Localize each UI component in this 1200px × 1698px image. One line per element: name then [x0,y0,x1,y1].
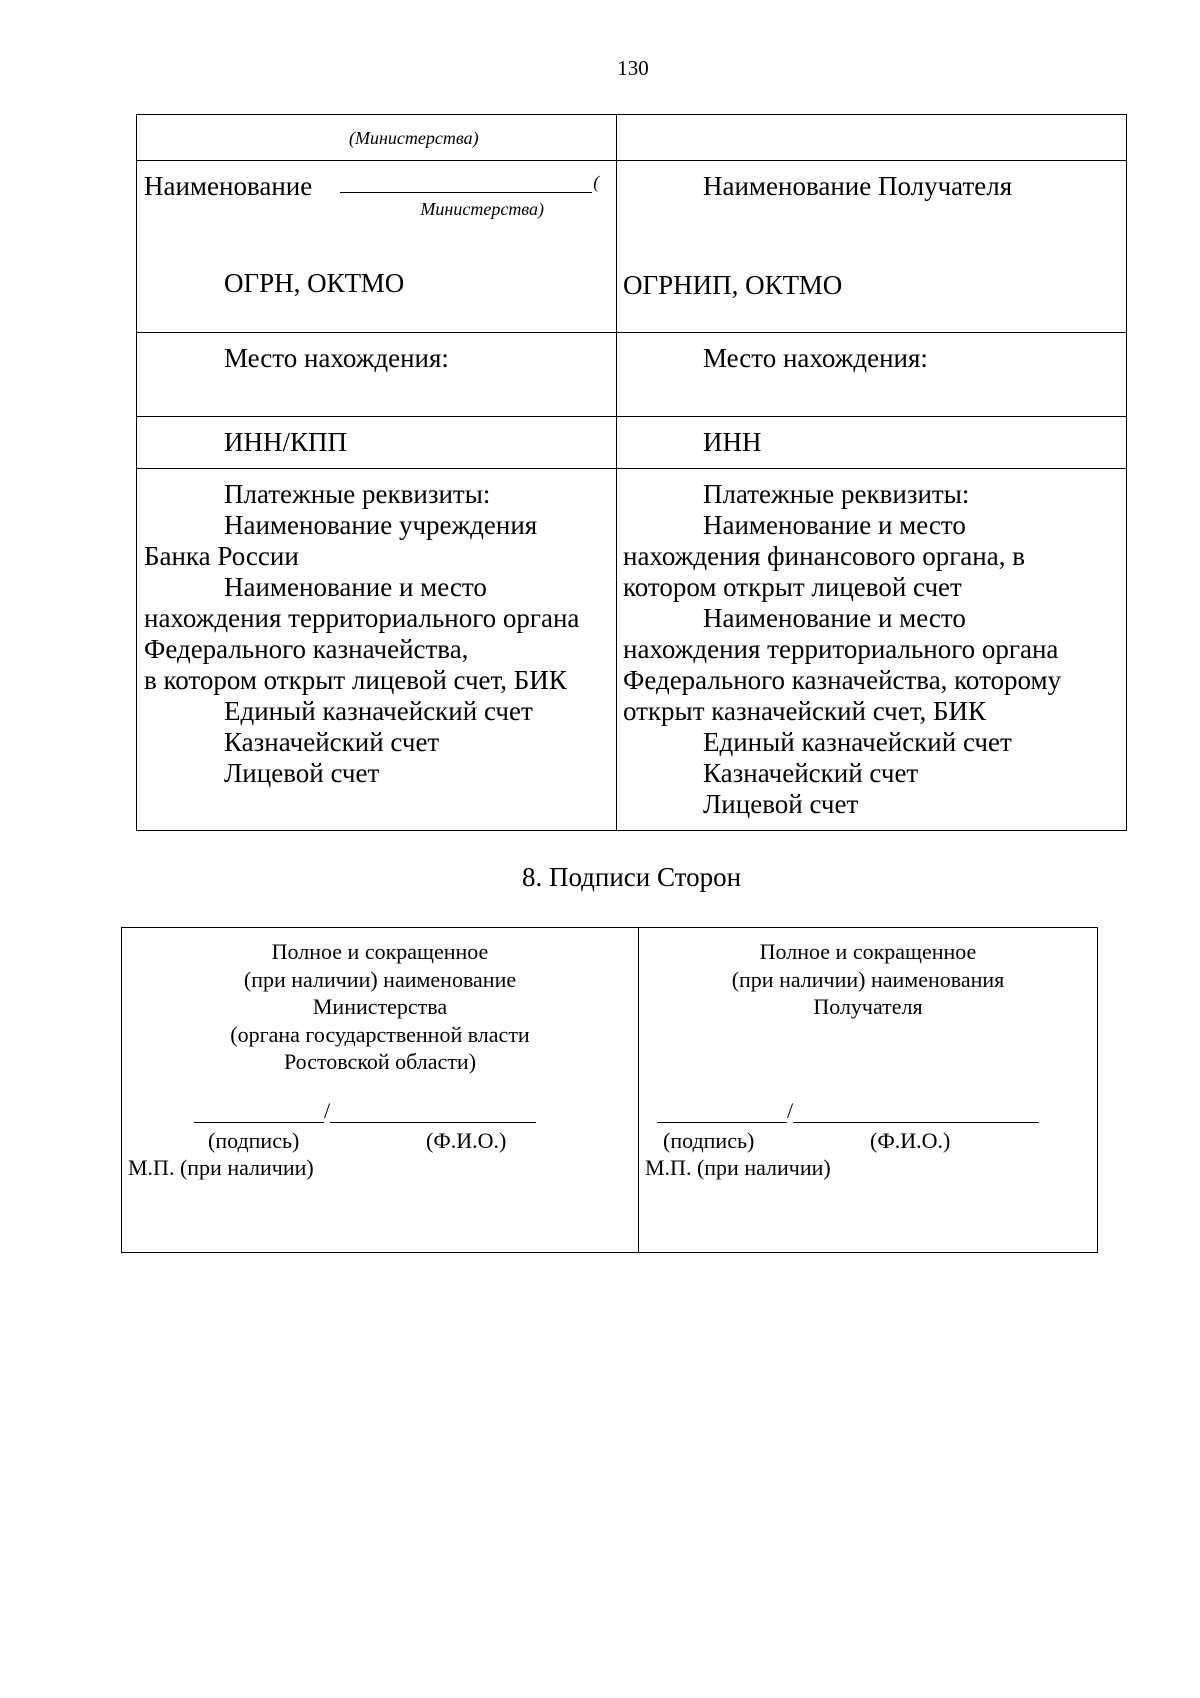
signature-blank [194,1098,324,1123]
signature-heading-line: (при наличии) наименование [243,966,517,992]
recipient-name-label: Наименование Получателя [703,171,1013,201]
ministry-signature-lines [122,1098,638,1123]
payment-detail-line: нахождения территориального органа [144,603,580,633]
recipient-signature-captions [639,1127,1097,1155]
payment-detail-line: Платежные реквизиты: [703,479,970,509]
signature-heading-line: Министерства [312,994,448,1019]
recipient-location: Место нахождения: [703,343,928,373]
payment-detail-line: Лицевой счет [224,758,380,788]
signatures-table [121,927,1098,1253]
requisites-row-location [137,333,1127,417]
payment-detail-line: Банка России [144,541,299,571]
payment-detail-line: Наименование и место [703,510,966,540]
payment-detail-line: котором открыт лицевой счет [623,572,962,602]
ministry-inn-cell [137,417,617,469]
ministry-signature-heading [122,928,638,1076]
recipient-location-cell [617,333,1127,417]
payment-detail-line: в котором открыт лицевой счет, БИК [144,665,567,695]
recipient-signature-lines [639,1098,1097,1123]
name-caption: (Ф.И.О.) [426,1127,507,1153]
payment-detail-line: Наименование и место [224,572,487,602]
payment-detail-line: Платежные реквизиты: [224,479,491,509]
payment-detail-line: открыт казначейский счет, БИК [623,696,987,726]
signature-heading-line: (при наличии) наименования [731,966,1005,992]
recipient-name-cell [617,161,1127,333]
ministry-name-paren: ( [593,172,600,192]
ministry-caption-cell [137,115,617,161]
ministry-signature-cell [122,928,639,1253]
recipient-signature-heading [639,928,1097,1021]
ministry-inn: ИНН/КПП [224,427,348,457]
requisites-row-inn [137,417,1127,469]
recipient-inn: ИНН [703,427,762,457]
payment-detail-line: Казначейский счет [224,727,440,757]
signature-blank [657,1098,787,1123]
signature-heading-line: (органа государственной власти [230,1021,530,1047]
payment-detail-line: Наименование учреждения [224,510,538,540]
signature-heading-line: Полное и сокращенное [271,939,489,964]
ministry-location-cell [137,333,617,417]
stamp-caption: М.П. (при наличии) [128,1155,314,1180]
ministry-name-label: Наименование [144,171,313,201]
ministry-name-blank [340,171,592,193]
page-number: 130 [617,56,649,80]
payment-detail-line: Федерального казначейства, [144,634,469,664]
ministry-payment-cell [137,469,617,831]
signature-slash: / [787,1097,794,1123]
recipient-payment-cell [617,469,1127,831]
ministry-caption: (Министерства) [349,128,479,148]
stamp-caption: М.П. (при наличии) [645,1155,831,1180]
name-blank [330,1098,536,1123]
signature-caption: (подпись) [208,1127,300,1153]
ministry-sub-caption: Министерства) [420,199,544,219]
signature-heading-line: Полное и сокращенное [759,939,977,964]
payment-detail-line: нахождения территориального органа [623,634,1059,664]
recipient-payment-details [623,469,1120,820]
name-blank [793,1098,1039,1123]
payment-detail-line: Лицевой счет [703,789,859,819]
ministry-name-cell [137,161,617,333]
name-caption: (Ф.И.О.) [870,1127,951,1153]
requisites-table [136,114,1127,831]
ministry-location: Место нахождения: [224,343,449,373]
payment-detail-line: Наименование и место [703,603,966,633]
recipient-signature-cell [639,928,1098,1253]
signature-heading-line: Получателя [813,994,923,1019]
recipient-codes: ОГРНИП, ОКТМО [623,270,843,300]
ministry-payment-details [144,469,610,789]
ministry-signature-captions [122,1127,638,1155]
requisites-row-name [137,161,1127,333]
requisites-row-caption [137,115,1127,161]
signature-slash: / [324,1097,331,1123]
signature-heading-line: Ростовской области) [283,1049,477,1074]
payment-detail-line: нахождения финансового органа, в [623,541,1025,571]
requisites-row-payment [137,469,1127,831]
payment-detail-line: Единый казначейский счет [703,727,1012,757]
section-heading: 8. Подписи Сторон [521,862,742,892]
ministry-codes: ОГРН, ОКТМО [224,268,405,298]
empty-cell [617,115,1127,161]
payment-detail-line: Единый казначейский счет [224,696,533,726]
recipient-inn-cell [617,417,1127,469]
payment-detail-line: Казначейский счет [703,758,919,788]
signature-caption: (подпись) [663,1127,755,1153]
payment-detail-line: Федерального казначейства, которому [623,665,1062,695]
